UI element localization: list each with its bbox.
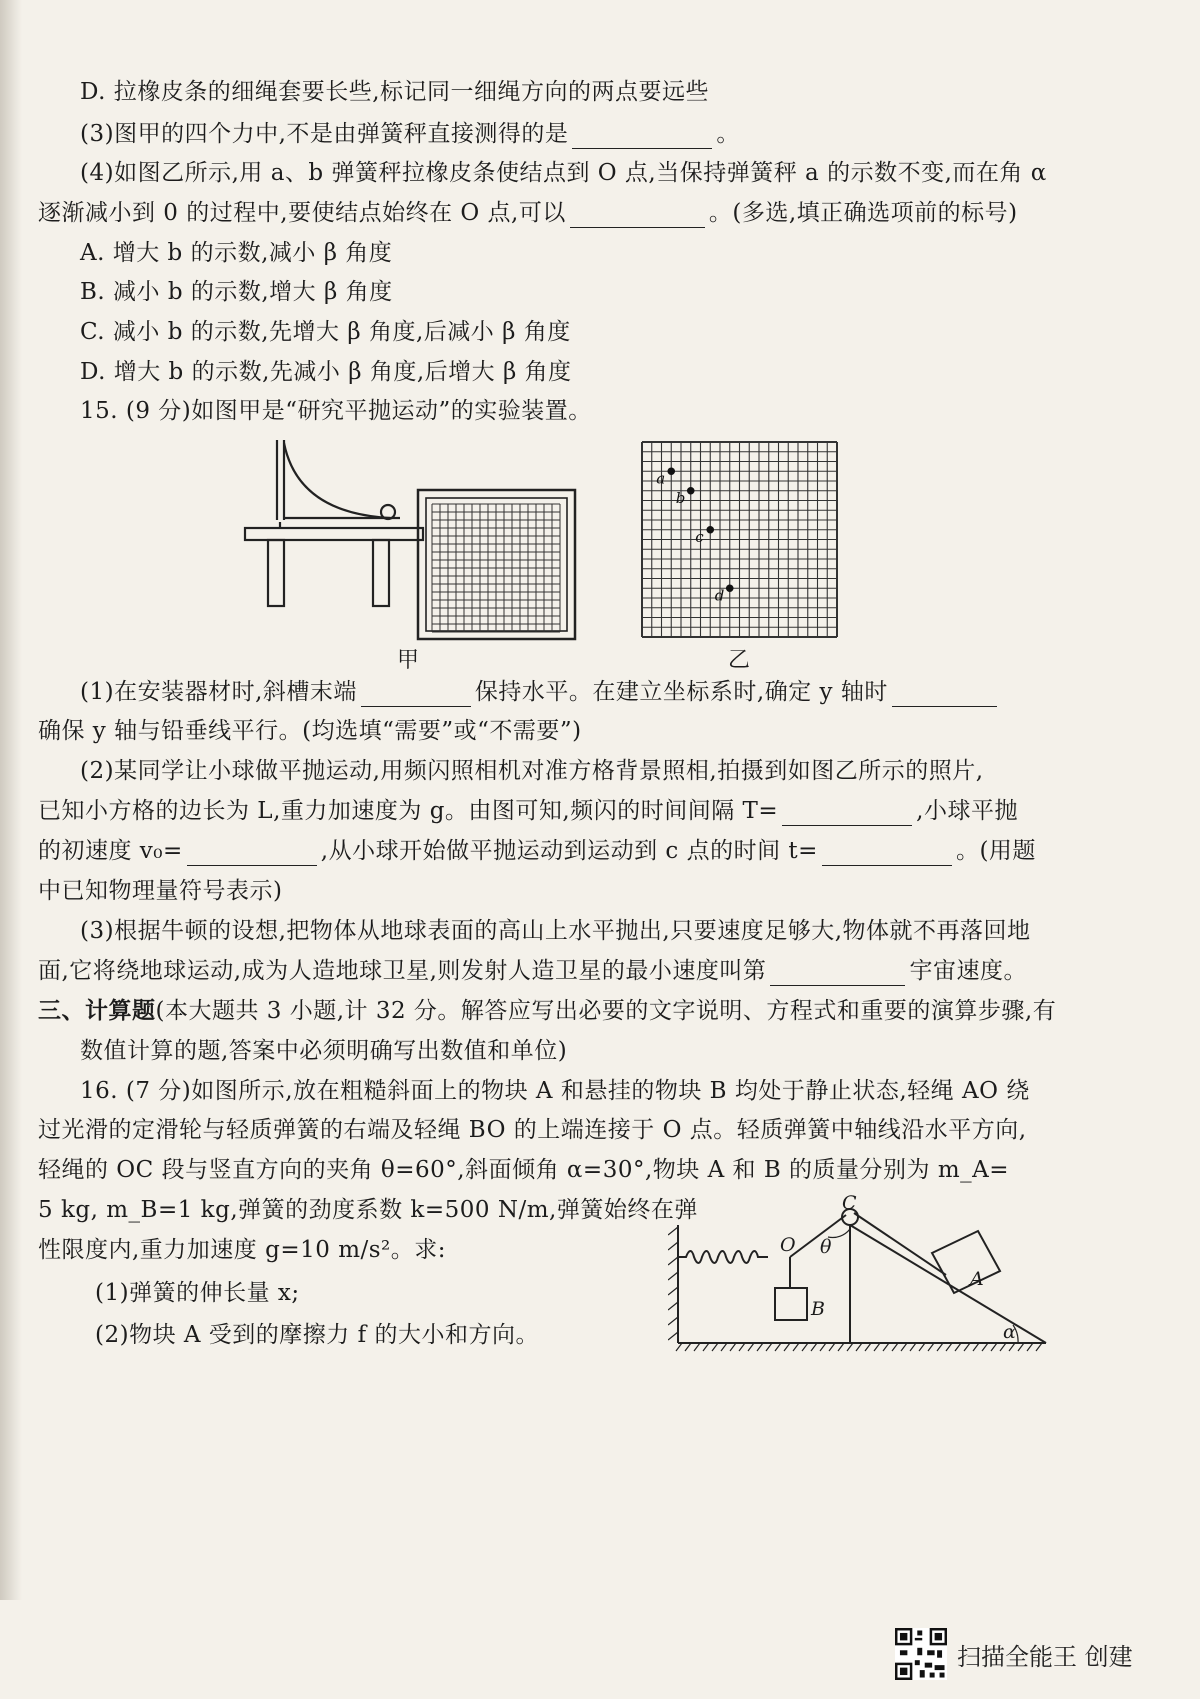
question-3-end: 。 xyxy=(716,121,740,147)
footer-text: 扫描全能王 创建 xyxy=(957,1642,1133,1671)
answer-blank[interactable] xyxy=(892,682,997,707)
footer-watermark xyxy=(895,1626,1133,1682)
option-c: C. 减小 b 的示数,先增大 β 角度,后减小 β 角度 xyxy=(80,319,571,345)
q15-1-text-b: 保持水平。在建立坐标系时,确定 y 轴时 xyxy=(474,679,888,705)
q16-line4: 5 kg, m_B=1 kg,弹簧的劲度系数 k=500 N/m,弹簧始终在弹 xyxy=(38,1197,698,1223)
question-4-end: 。(多选,填正确选项前的标号) xyxy=(708,200,1018,226)
q15-part2-line4: 中已知物理量符号表示) xyxy=(38,878,283,904)
q15-part1-line1 xyxy=(80,677,1001,707)
label-c: C xyxy=(842,1195,857,1214)
caption-jia: 甲 xyxy=(397,648,420,673)
label-alpha: α xyxy=(1003,1321,1016,1343)
option-d-line: D. 拉橡皮条的细绳套要长些,标记同一细绳方向的两点要远些 xyxy=(80,79,710,105)
q15-part3-line2 xyxy=(38,956,1027,986)
question-4-text: 逐渐减小到 0 的过程中,要使结点始终在 O 点,可以 xyxy=(38,200,566,226)
point-label-c: c xyxy=(695,527,704,546)
figure-q16-spring-incline xyxy=(668,1195,1060,1360)
label-o: O xyxy=(780,1234,796,1256)
q15-part2-line2 xyxy=(38,796,1018,826)
caption-yi: 乙 xyxy=(728,648,751,673)
q15-1-text-a: (1)在安装器材时,斜槽末端 xyxy=(80,679,357,705)
figure-yi-grid xyxy=(640,440,840,640)
q15-2-text-c: 的初速度 v₀= xyxy=(38,838,183,864)
section-3-line2: 数值计算的题,答案中必须明确写出数值和单位) xyxy=(80,1038,568,1064)
answer-blank[interactable] xyxy=(570,203,705,228)
answer-blank[interactable] xyxy=(782,801,912,826)
trajectory-point-a xyxy=(667,467,675,475)
label-b: B xyxy=(811,1298,825,1320)
q15-3-text-b: 宇宙速度。 xyxy=(909,958,1027,984)
question-3-text: (3)图甲的四个力中,不是由弹簧秤直接测得的是 xyxy=(80,121,569,147)
label-theta: θ xyxy=(820,1236,832,1258)
answer-blank[interactable] xyxy=(770,961,905,986)
point-label-d: d xyxy=(714,586,725,605)
qr-code-icon xyxy=(895,1628,947,1680)
answer-blank[interactable] xyxy=(187,841,317,866)
trajectory-point-d xyxy=(726,584,734,592)
figure-jia-apparatus xyxy=(240,435,640,645)
question-15-heading: 15. (9 分)如图甲是“研究平抛运动”的实验装置。 xyxy=(80,398,592,424)
answer-blank[interactable] xyxy=(822,841,952,866)
q16-line5: 性限度内,重力加速度 g=10 m/s²。求: xyxy=(38,1237,447,1263)
q15-2-text-b: ,小球平抛 xyxy=(916,798,1018,824)
scan-edge-shadow xyxy=(0,0,22,1600)
q15-2-text-a: 已知小方格的边长为 L,重力加速度为 g。由图可知,频闪的时间间隔 T= xyxy=(38,798,779,824)
section-3-line1 xyxy=(38,996,1056,1026)
q16-line1: 16. (7 分)如图所示,放在粗糙斜面上的物块 A 和悬挂的物块 B 均处于静止状态,轻绳 AO 绕 xyxy=(80,1078,1030,1104)
q15-3-text-a: 面,它将绕地球运动,成为人造地球卫星,则发射人造卫星的最小速度叫第 xyxy=(38,958,767,984)
q15-part2-line1: (2)某同学让小球做平抛运动,用频闪照相机对准方格背景照相,拍摄到如图乙所示的照片, xyxy=(80,758,984,784)
point-label-a: a xyxy=(656,469,666,488)
q15-part1-line2: 确保 y 轴与铅垂线平行。(均选填“需要”或“不需要”) xyxy=(38,718,582,744)
q15-part3-line1: (3)根据牛顿的设想,把物体从地球表面的高山上水平抛出,只要速度足够大,物体就不再落回地 xyxy=(80,918,1031,944)
q15-2-text-d: ,从小球开始做平抛运动到运动到 c 点的时间 t= xyxy=(320,838,818,864)
q16-line3: 轻绳的 OC 段与竖直方向的夹角 θ=60°,斜面倾角 α=30°,物块 A 和 B 的质量分别为 m_A= xyxy=(38,1157,1010,1183)
question-4-line-2 xyxy=(38,198,1018,228)
q16-part1: (1)弹簧的伸长量 x; xyxy=(95,1280,300,1306)
option-b: B. 减小 b 的示数,增大 β 角度 xyxy=(80,279,393,305)
section-3-title: 三、计算题 xyxy=(38,997,156,1024)
q15-2-text-e: 。(用题 xyxy=(955,838,1036,864)
label-a: A xyxy=(970,1268,984,1290)
trajectory-point-c xyxy=(706,526,714,534)
point-label-b: b xyxy=(675,488,686,507)
answer-blank[interactable] xyxy=(572,124,712,149)
trajectory-point-b xyxy=(687,487,695,495)
q16-line2: 过光滑的定滑轮与轻质弹簧的右端及轻绳 BO 的上端连接于 O 点。轻质弹簧中轴线沿水平方向, xyxy=(38,1117,1027,1143)
section-3-desc: (本大题共 3 小题,计 32 分。解答应写出必要的文字说明、方程式和重要的演算步骤,有 xyxy=(155,998,1057,1024)
q16-part2: (2)物块 A 受到的摩擦力 f 的大小和方向。 xyxy=(95,1322,539,1348)
answer-blank[interactable] xyxy=(361,682,471,707)
option-d: D. 增大 b 的示数,先减小 β 角度,后增大 β 角度 xyxy=(80,359,572,385)
option-a: A. 增大 b 的示数,减小 β 角度 xyxy=(80,240,393,266)
question-4-line-1: (4)如图乙所示,用 a、b 弹簧秤拉橡皮条使结点到 O 点,当保持弹簧秤 a 的示数不变,而在角 α xyxy=(80,160,1047,186)
q15-part2-line3 xyxy=(38,836,1036,866)
question-3-line xyxy=(80,119,740,149)
